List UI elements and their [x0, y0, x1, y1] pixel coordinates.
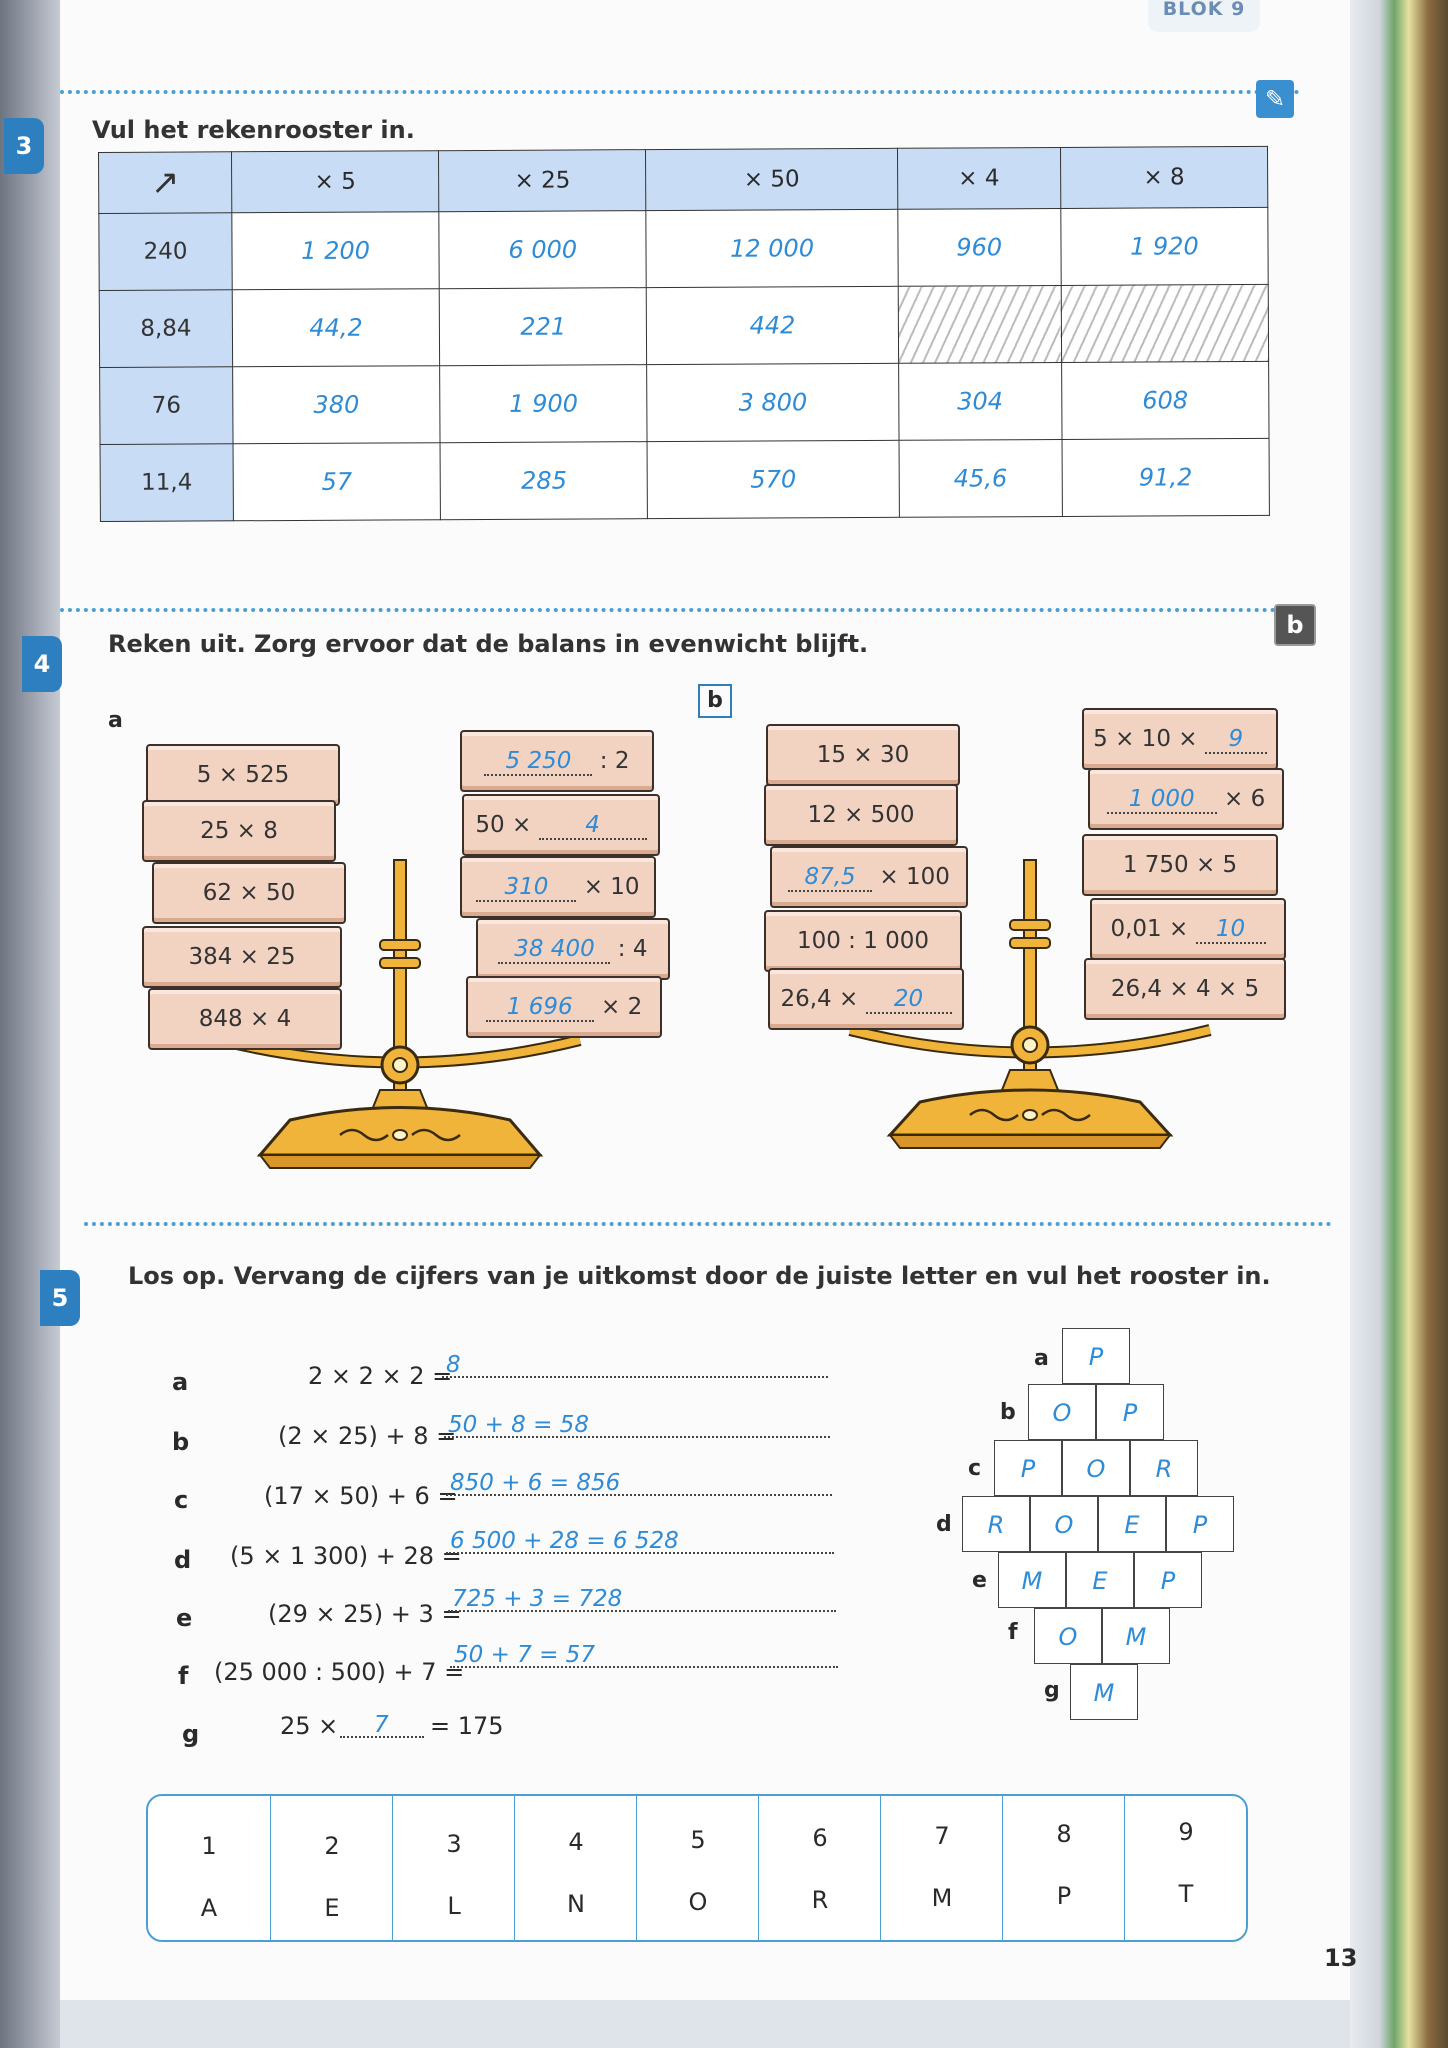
cell-letter: M — [1125, 1623, 1147, 1651]
grid-cell[interactable] — [647, 440, 899, 518]
cell-letter: M — [1021, 1567, 1043, 1595]
grid-row-label: 240 — [99, 213, 232, 291]
brick-text: × 100 — [872, 864, 950, 890]
legend-letter: E — [324, 1894, 340, 1922]
grid-answer: 221 — [520, 312, 567, 341]
equation-text: (5 × 1 300) + 28 = — [230, 1542, 462, 1570]
legend-number: 1 — [201, 1832, 217, 1860]
letter-cell[interactable] — [1130, 1440, 1198, 1496]
equation-letter: f — [178, 1662, 189, 1690]
brick-text: 26,4 × — [780, 986, 866, 1012]
letter-cell[interactable] — [1134, 1552, 1202, 1608]
grid-cell[interactable] — [898, 362, 1061, 440]
grid-cell[interactable] — [439, 288, 647, 366]
cell-letter: M — [1093, 1679, 1115, 1707]
legend-column — [1124, 1796, 1247, 1940]
grid-row-label: a — [1034, 1346, 1049, 1371]
letter-cell[interactable] — [1098, 1496, 1166, 1552]
brick: 25 × 8 — [142, 800, 336, 862]
grid-answer: 570 — [750, 465, 797, 494]
letter-cell[interactable] — [1062, 1328, 1130, 1384]
grid-answer: 1 200 — [301, 236, 371, 265]
part-a-label: a — [108, 708, 123, 733]
brick-text: 0,01 × — [1110, 916, 1196, 942]
cell-letter: R — [1155, 1455, 1173, 1483]
cell-letter: E — [1092, 1567, 1108, 1595]
grid-row — [100, 361, 1269, 444]
brick — [768, 968, 964, 1030]
grid-cell[interactable] — [233, 443, 441, 521]
grid-row-label: e — [972, 1568, 987, 1593]
legend-letter: R — [811, 1886, 829, 1914]
grid-row-label: 11,4 — [100, 444, 233, 522]
legend-number: 9 — [1178, 1818, 1194, 1846]
legend-number: 3 — [446, 1830, 462, 1858]
cell-letter: P — [1020, 1455, 1036, 1483]
grid-cell[interactable] — [1061, 361, 1269, 439]
legend-column — [758, 1796, 881, 1940]
brick-text: 5 × 10 × — [1093, 726, 1205, 752]
brick-answer[interactable]: 310 — [504, 874, 549, 900]
brick — [770, 846, 968, 908]
grid-cell-hatched — [898, 285, 1061, 363]
grid-header-row — [99, 146, 1268, 213]
grid-answer: 91,2 — [1138, 463, 1193, 492]
cell-letter: E — [1124, 1511, 1140, 1539]
grid-answer: 12 000 — [730, 234, 815, 263]
brick-answer[interactable]: 9 — [1228, 726, 1244, 752]
grid-answer: 6 000 — [508, 235, 578, 264]
grid-cell[interactable] — [647, 363, 899, 441]
grid-cell[interactable] — [1062, 438, 1270, 516]
grid-answer: 3 800 — [738, 388, 808, 417]
letter-cell[interactable] — [1030, 1496, 1098, 1552]
grid-cell[interactable] — [898, 208, 1061, 286]
brick-text: 50 × — [475, 812, 539, 838]
grid-row-label: 76 — [100, 367, 233, 445]
legend-number: 2 — [324, 1832, 340, 1860]
brick — [460, 856, 656, 918]
equation-answer: 50 + 7 = 57 — [454, 1642, 595, 1668]
cell-letter: P — [1122, 1399, 1138, 1427]
cell-letter: O — [1054, 1511, 1074, 1539]
exercise-number-3: 3 — [4, 118, 44, 174]
grid-col-header: × 25 — [439, 150, 647, 212]
grid-row — [99, 207, 1268, 290]
grid-answer: 380 — [313, 390, 360, 419]
brick — [1090, 898, 1286, 960]
part-b-label: b — [698, 684, 732, 718]
grid-answer: 304 — [957, 387, 1004, 416]
page-number: 13 — [1324, 1944, 1358, 1972]
brick-text: × 10 — [576, 874, 640, 900]
exercise-5-title: Los op. Vervang de cijfers van je uitkomst door de juiste letter en vul het rooster in. — [128, 1262, 1271, 1290]
brick: 12 × 500 — [764, 784, 958, 846]
letter-cell[interactable] — [998, 1552, 1066, 1608]
cell-letter: O — [1052, 1399, 1072, 1427]
letter-cell[interactable] — [1034, 1608, 1102, 1664]
brick: 384 × 25 — [142, 926, 342, 988]
letter-cell[interactable] — [994, 1440, 1062, 1496]
legend-column — [1002, 1796, 1125, 1940]
book-edge — [1350, 0, 1448, 2048]
equation-answer: 6 500 + 28 = 6 528 — [450, 1528, 679, 1554]
brick-answer[interactable]: 5 250 — [505, 748, 572, 774]
page-binding-shadow — [0, 0, 60, 2048]
equation-answer: 50 + 8 = 58 — [448, 1412, 589, 1438]
brick — [462, 794, 660, 856]
grid-answer: 44,2 — [309, 313, 363, 342]
grid-row — [100, 438, 1269, 521]
code-legend — [146, 1794, 1248, 1942]
brick-answer[interactable]: 4 — [585, 812, 600, 838]
multiplication-grid — [98, 146, 1270, 522]
b-level-icon: b — [1274, 604, 1316, 646]
letter-cell[interactable] — [1102, 1608, 1170, 1664]
grid-answer: 1 900 — [509, 389, 579, 418]
brick-answer[interactable]: 87,5 — [804, 864, 856, 890]
answer-line[interactable] — [446, 1464, 832, 1496]
answer-line[interactable] — [450, 1636, 838, 1668]
cell-letter: O — [1086, 1455, 1106, 1483]
grid-corner-arrow: ↗ — [99, 152, 232, 214]
cell-letter: P — [1160, 1567, 1176, 1595]
grid-cell[interactable] — [646, 209, 898, 287]
section-divider — [60, 90, 1300, 94]
legend-number: 8 — [1056, 1820, 1072, 1848]
brick: 848 × 4 — [148, 988, 342, 1050]
exercise-number-5: 5 — [40, 1270, 80, 1326]
brick: 26,4 × 4 × 5 — [1084, 958, 1286, 1020]
brick — [1088, 768, 1284, 830]
legend-column — [880, 1796, 1003, 1940]
legend-column — [270, 1796, 393, 1940]
letter-cell[interactable] — [1096, 1384, 1164, 1440]
grid-row-label: f — [1008, 1620, 1018, 1645]
equation-text: (25 000 : 500) + 7 = — [214, 1658, 465, 1686]
brick — [1082, 708, 1278, 770]
equation-answer: 8 — [446, 1352, 461, 1378]
cell-letter: O — [1058, 1623, 1078, 1651]
grid-col-header: × 8 — [1060, 146, 1268, 208]
legend-column — [636, 1796, 759, 1940]
equation-answer: 850 + 6 = 856 — [450, 1470, 621, 1496]
cell-letter: P — [1192, 1511, 1208, 1539]
brick-text: × 6 — [1216, 786, 1266, 812]
equation-text: (17 × 50) + 6 = — [264, 1482, 458, 1510]
legend-letter: L — [447, 1892, 461, 1920]
brick-answer[interactable]: 1 000 — [1128, 786, 1195, 812]
grid-col-header: × 5 — [232, 151, 440, 213]
legend-letter: M — [931, 1884, 953, 1912]
brick — [460, 730, 654, 792]
answer-line[interactable] — [448, 1580, 836, 1612]
brick-text: : 2 — [592, 748, 630, 774]
grid-row-label: 8,84 — [99, 290, 232, 368]
legend-letter: P — [1056, 1882, 1072, 1910]
grid-cell-hatched — [1061, 284, 1269, 362]
equation-letter: c — [174, 1486, 189, 1514]
letter-cell[interactable] — [1166, 1496, 1234, 1552]
equation-text: (29 × 25) + 3 = — [268, 1600, 462, 1628]
exercise-number-4: 4 — [22, 636, 62, 692]
brick-text: : 4 — [610, 936, 648, 962]
brick: 1 750 × 5 — [1082, 834, 1278, 896]
grid-row-label: g — [1044, 1678, 1060, 1703]
pencil-icon: ✎ — [1256, 80, 1294, 118]
brick-answer[interactable]: 38 400 — [514, 936, 595, 962]
legend-letter: T — [1178, 1880, 1194, 1908]
grid-answer: 960 — [956, 233, 1003, 262]
blok-tab: BLOK 9 — [1148, 0, 1260, 32]
answer-line[interactable] — [442, 1346, 828, 1378]
grid-cell[interactable] — [647, 286, 899, 364]
brick-answer[interactable]: 1 696 — [506, 994, 573, 1020]
letter-cell[interactable] — [1062, 1440, 1130, 1496]
grid-cell[interactable] — [233, 366, 441, 444]
letter-cell[interactable] — [1066, 1552, 1134, 1608]
brick: 15 × 30 — [766, 724, 960, 786]
equation-answer: 7 — [374, 1712, 389, 1738]
brick: 5 × 525 — [146, 744, 340, 806]
grid-row-label: d — [936, 1512, 952, 1537]
cell-letter: R — [987, 1511, 1005, 1539]
grid-answer: 1 920 — [1129, 232, 1199, 261]
legend-column — [514, 1796, 637, 1940]
legend-column — [392, 1796, 515, 1940]
legend-number: 5 — [690, 1826, 706, 1854]
cell-letter: P — [1088, 1343, 1104, 1371]
section-divider — [60, 608, 1316, 612]
section-divider — [84, 1222, 1332, 1226]
equation-letter: d — [174, 1546, 192, 1574]
exercise-4-title: Reken uit. Zorg ervoor dat de balans in evenwicht blijft. — [108, 630, 869, 658]
grid-cell[interactable] — [440, 365, 648, 443]
grid-cell[interactable] — [1061, 207, 1269, 285]
brick — [476, 918, 670, 980]
equation-answer: 725 + 3 = 728 — [452, 1586, 623, 1612]
legend-letter: N — [567, 1890, 585, 1918]
equation-letter: g — [182, 1720, 200, 1748]
equation-letter: e — [176, 1604, 193, 1632]
brick-text: × 2 — [593, 994, 643, 1020]
equation-letter: a — [172, 1368, 189, 1396]
equation-text: 2 × 2 × 2 = — [308, 1362, 453, 1390]
brick — [466, 976, 662, 1038]
grid-cell[interactable] — [232, 289, 440, 367]
grid-answer: 285 — [521, 466, 568, 495]
brick: 62 × 50 — [152, 862, 346, 924]
answer-line[interactable] — [446, 1522, 834, 1554]
equation-text: = 175 — [430, 1712, 504, 1740]
letter-cell[interactable] — [1070, 1664, 1138, 1720]
brick-answer[interactable]: 20 — [893, 986, 924, 1012]
equation-letter: b — [172, 1428, 190, 1456]
brick: 100 : 1 000 — [764, 910, 962, 972]
grid-answer: 45,6 — [953, 464, 1008, 493]
grid-cell[interactable] — [439, 211, 647, 289]
letter-cell[interactable] — [1028, 1384, 1096, 1440]
grid-col-header: × 50 — [646, 148, 898, 210]
legend-number: 7 — [934, 1822, 950, 1850]
answer-line[interactable] — [444, 1406, 830, 1438]
grid-col-header: × 4 — [897, 147, 1060, 209]
exercise-3-title: Vul het rekenrooster in. — [92, 116, 415, 144]
grid-cell[interactable] — [899, 439, 1062, 517]
legend-letter: A — [200, 1894, 218, 1922]
grid-cell[interactable] — [440, 442, 648, 520]
grid-answer: 608 — [1142, 386, 1189, 415]
legend-column — [148, 1796, 270, 1940]
grid-row-label: c — [968, 1456, 982, 1481]
grid-row — [99, 284, 1268, 367]
grid-cell[interactable] — [232, 212, 440, 290]
equation-text: 25 × — [280, 1712, 339, 1740]
letter-cell[interactable] — [962, 1496, 1030, 1552]
answer-line[interactable] — [340, 1706, 424, 1738]
grid-answer: 57 — [321, 467, 353, 496]
equation-text: (2 × 25) + 8 = — [278, 1422, 457, 1450]
legend-number: 4 — [568, 1828, 584, 1856]
legend-letter: O — [688, 1888, 708, 1916]
grid-row-label: b — [1000, 1400, 1016, 1425]
brick-answer[interactable]: 10 — [1215, 916, 1246, 942]
legend-number: 6 — [812, 1824, 828, 1852]
grid-answer: 442 — [749, 311, 796, 340]
